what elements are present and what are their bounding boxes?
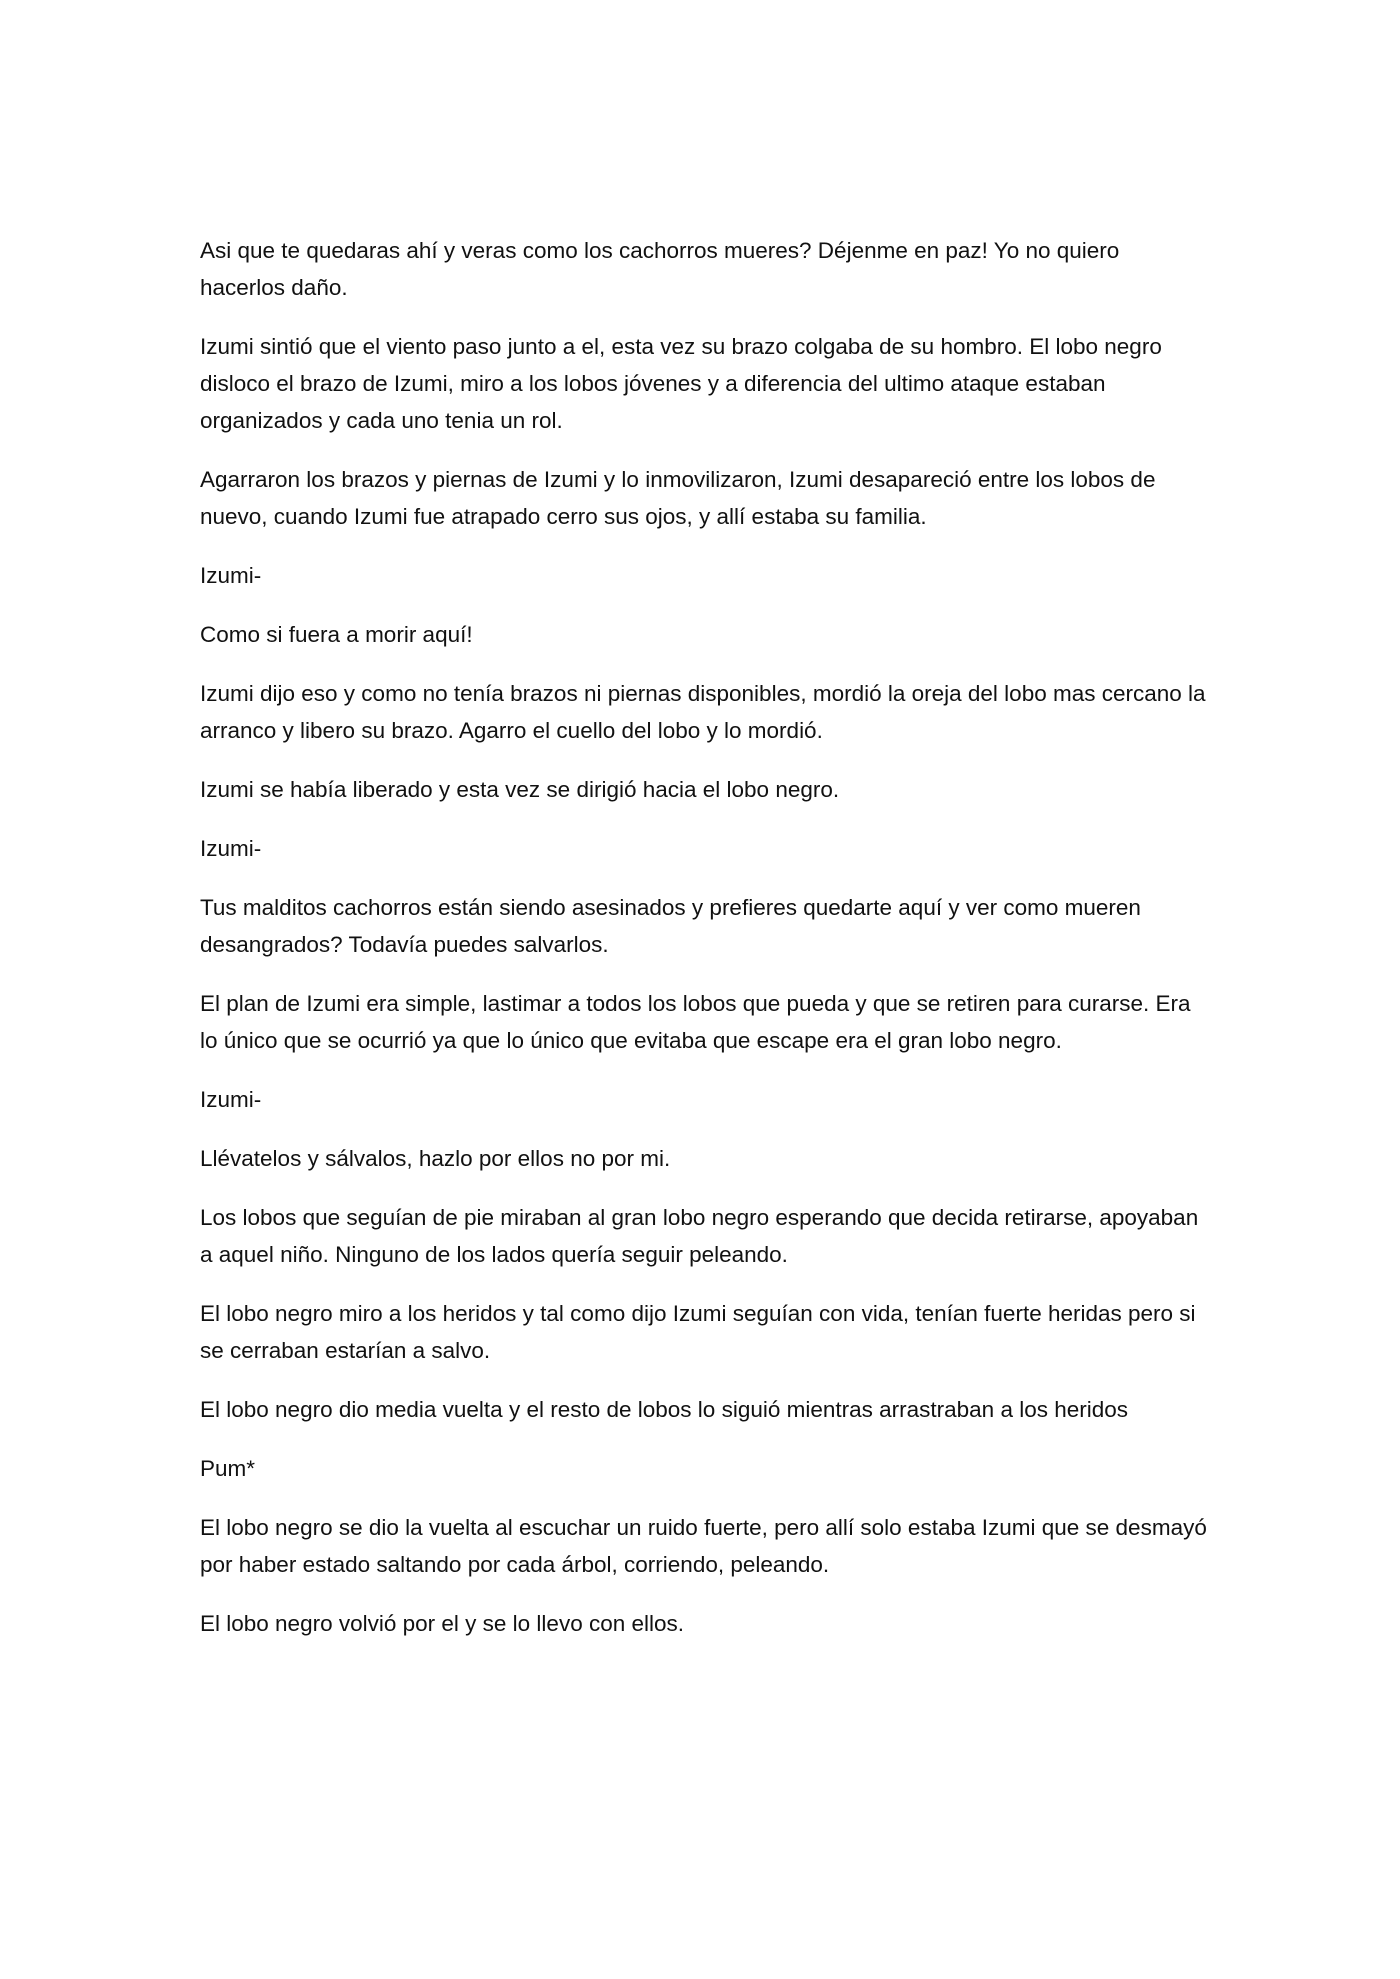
paragraph-7: Izumi se había liberado y esta vez se dirigió hacia el lobo negro. bbox=[200, 777, 840, 802]
paragraph-11: Izumi- bbox=[200, 1087, 262, 1112]
paragraph-16: Pum* bbox=[200, 1456, 256, 1481]
paragraph-18: El lobo negro volvió por el y se lo llevo con ellos. bbox=[200, 1611, 685, 1636]
document-body bbox=[200, 232, 1210, 1664]
paragraph-17: El lobo negro se dio la vuelta al escuchar un ruido fuerte, pero allí solo estaba Izumi que se desmayó por haber estado saltando por cada árbol, corriendo, peleando. bbox=[200, 1515, 1207, 1577]
paragraph-10: El plan de Izumi era simple, lastimar a todos los lobos que pueda y que se retiren para curarse. Era lo único que se ocurrió ya que lo único que evitaba que escape era el gran lobo negro. bbox=[200, 991, 1191, 1053]
paragraph-3: Agarraron los brazos y piernas de Izumi y lo inmovilizaron, Izumi desapareció entre los lobos de nuevo, cuando Izumi fue atrapado cerro sus ojos, y allí estaba su familia. bbox=[200, 467, 1156, 529]
paragraph-9: Tus malditos cachorros están siendo asesinados y prefieres quedarte aquí y ver como mueren desangrados? Todavía puedes salvarlos. bbox=[200, 895, 1141, 957]
paragraph-13: Los lobos que seguían de pie miraban al gran lobo negro esperando que decida retirarse, apoyaban a aquel niño. Ninguno de los lados quería seguir peleando. bbox=[200, 1205, 1199, 1267]
paragraph-2: Izumi sintió que el viento paso junto a el, esta vez su brazo colgaba de su hombro. El lobo negro disloco el brazo de Izumi, miro a los lobos jóvenes y a diferencia del ultimo ataque estaban organizados y cada uno tenia un rol. bbox=[200, 334, 1162, 433]
paragraph-8: Izumi- bbox=[200, 836, 262, 861]
paragraph-15: El lobo negro dio media vuelta y el resto de lobos lo siguió mientras arrastraban a los heridos bbox=[200, 1397, 1129, 1422]
paragraph-4: Izumi- bbox=[200, 563, 262, 588]
paragraph-14: El lobo negro miro a los heridos y tal como dijo Izumi seguían con vida, tenían fuerte heridas pero si se cerraban estarían a salvo. bbox=[200, 1301, 1196, 1363]
paragraph-6: Izumi dijo eso y como no tenía brazos ni piernas disponibles, mordió la oreja del lobo mas cercano la arranco y libero su brazo. Agarro el cuello del lobo y lo mordió. bbox=[200, 681, 1206, 743]
paragraph-12: Llévatelos y sálvalos, hazlo por ellos no por mi. bbox=[200, 1146, 671, 1171]
paragraph-1: Asi que te quedaras ahí y veras como los cachorros mueres? Déjenme en paz! Yo no quiero hacerlos daño. bbox=[200, 238, 1120, 300]
paragraph-5: Como si fuera a morir aquí! bbox=[200, 622, 473, 647]
